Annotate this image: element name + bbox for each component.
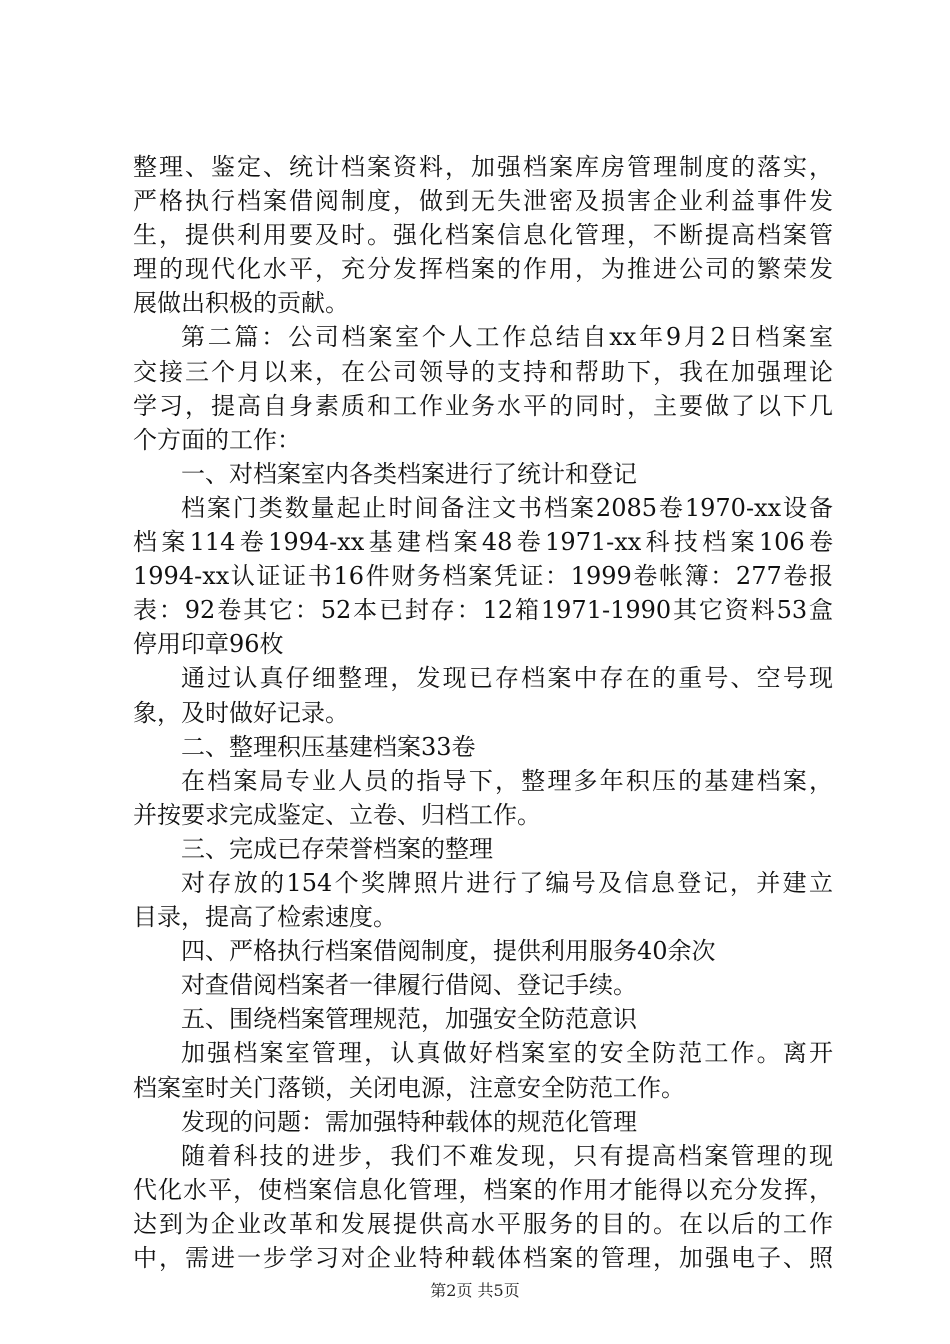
text-line: 理的现代化水平，充分发挥档案的作用，为推进公司的繁荣发 [133, 255, 833, 284]
text-line: 四、严格执行档案借阅制度，提供利用服务40余次 [181, 937, 716, 966]
text-line: 档案室时关门落锁，关闭电源，注意安全防范工作。 [133, 1073, 685, 1102]
text-line: 通过认真仔细整理，发现已存档案中存在的重号、空号现 [181, 664, 833, 693]
text-line: 停用印章96枚 [133, 630, 284, 659]
text-line: 对查借阅档案者一律履行借阅、登记手续。 [181, 971, 637, 1000]
text-line: 发现的问题：需加强特种载体的规范化管理 [181, 1107, 637, 1136]
text-line: 象，及时做好记录。 [133, 698, 349, 727]
text-line: 三、完成已存荣誉档案的整理 [181, 834, 493, 863]
text-line: 严格执行档案借阅制度，做到无失泄密及损害企业利益事件发 [133, 187, 833, 216]
text-line: 交接三个月以来，在公司领导的支持和帮助下，我在加强理论 [133, 357, 833, 386]
text-line: 二、整理积压基建档案33卷 [181, 732, 476, 761]
text-line: 随着科技的进步，我们不难发现，只有提高档案管理的现 [181, 1141, 833, 1170]
text-line: 一、对档案室内各类档案进行了统计和登记 [181, 459, 637, 488]
text-line: 在档案局专业人员的指导下，整理多年积压的基建档案， [181, 766, 833, 795]
text-line: 代化水平，使档案信息化管理，档案的作用才能得以充分发挥， [133, 1175, 833, 1204]
text-line: 五、围绕档案管理规范，加强安全防范意识 [181, 1005, 637, 1034]
text-line: 达到为企业改革和发展提供高水平服务的目的。在以后的工作 [133, 1209, 833, 1238]
text-line: 档案114卷1994-xx基建档案48卷1971-xx科技档案106卷 [133, 528, 833, 557]
text-line: 目录，提高了检索速度。 [133, 903, 397, 932]
body-text [133, 150, 833, 1275]
text-line: 中，需进一步学习对企业特种载体档案的管理，加强电子、照 [133, 1244, 833, 1272]
text-line: 1994-xx认证证书16件财务档案凭证：1999卷帐簿：277卷报 [133, 562, 833, 591]
text-line: 展做出积极的贡献。 [133, 289, 349, 318]
text-line: 对存放的154个奖牌照片进行了编号及信息登记，并建立 [181, 868, 833, 897]
text-line: 个方面的工作： [133, 425, 301, 454]
text-line: 第二篇：公司档案室个人工作总结自xx年9月2日档案室 [181, 323, 833, 352]
page-footer: 第2页 共5页 [430, 1281, 520, 1300]
text-line: 加强档案室管理，认真做好档案室的安全防范工作。离开 [181, 1039, 833, 1068]
text-line: 学习，提高自身素质和工作业务水平的同时，主要做了以下几 [133, 391, 833, 420]
text-line: 生，提供利用要及时。强化档案信息化管理，不断提高档案管 [133, 221, 833, 250]
text-line: 档案门类数量起止时间备注文书档案2085卷1970-xx设备 [181, 493, 833, 522]
text-line: 并按要求完成鉴定、立卷、归档工作。 [133, 800, 541, 829]
text-line: 表：92卷其它：52本已封存：12箱1971-1990其它资料53盒 [133, 596, 833, 625]
text-line: 整理、鉴定、统计档案资料，加强档案库房管理制度的落实， [133, 153, 833, 181]
